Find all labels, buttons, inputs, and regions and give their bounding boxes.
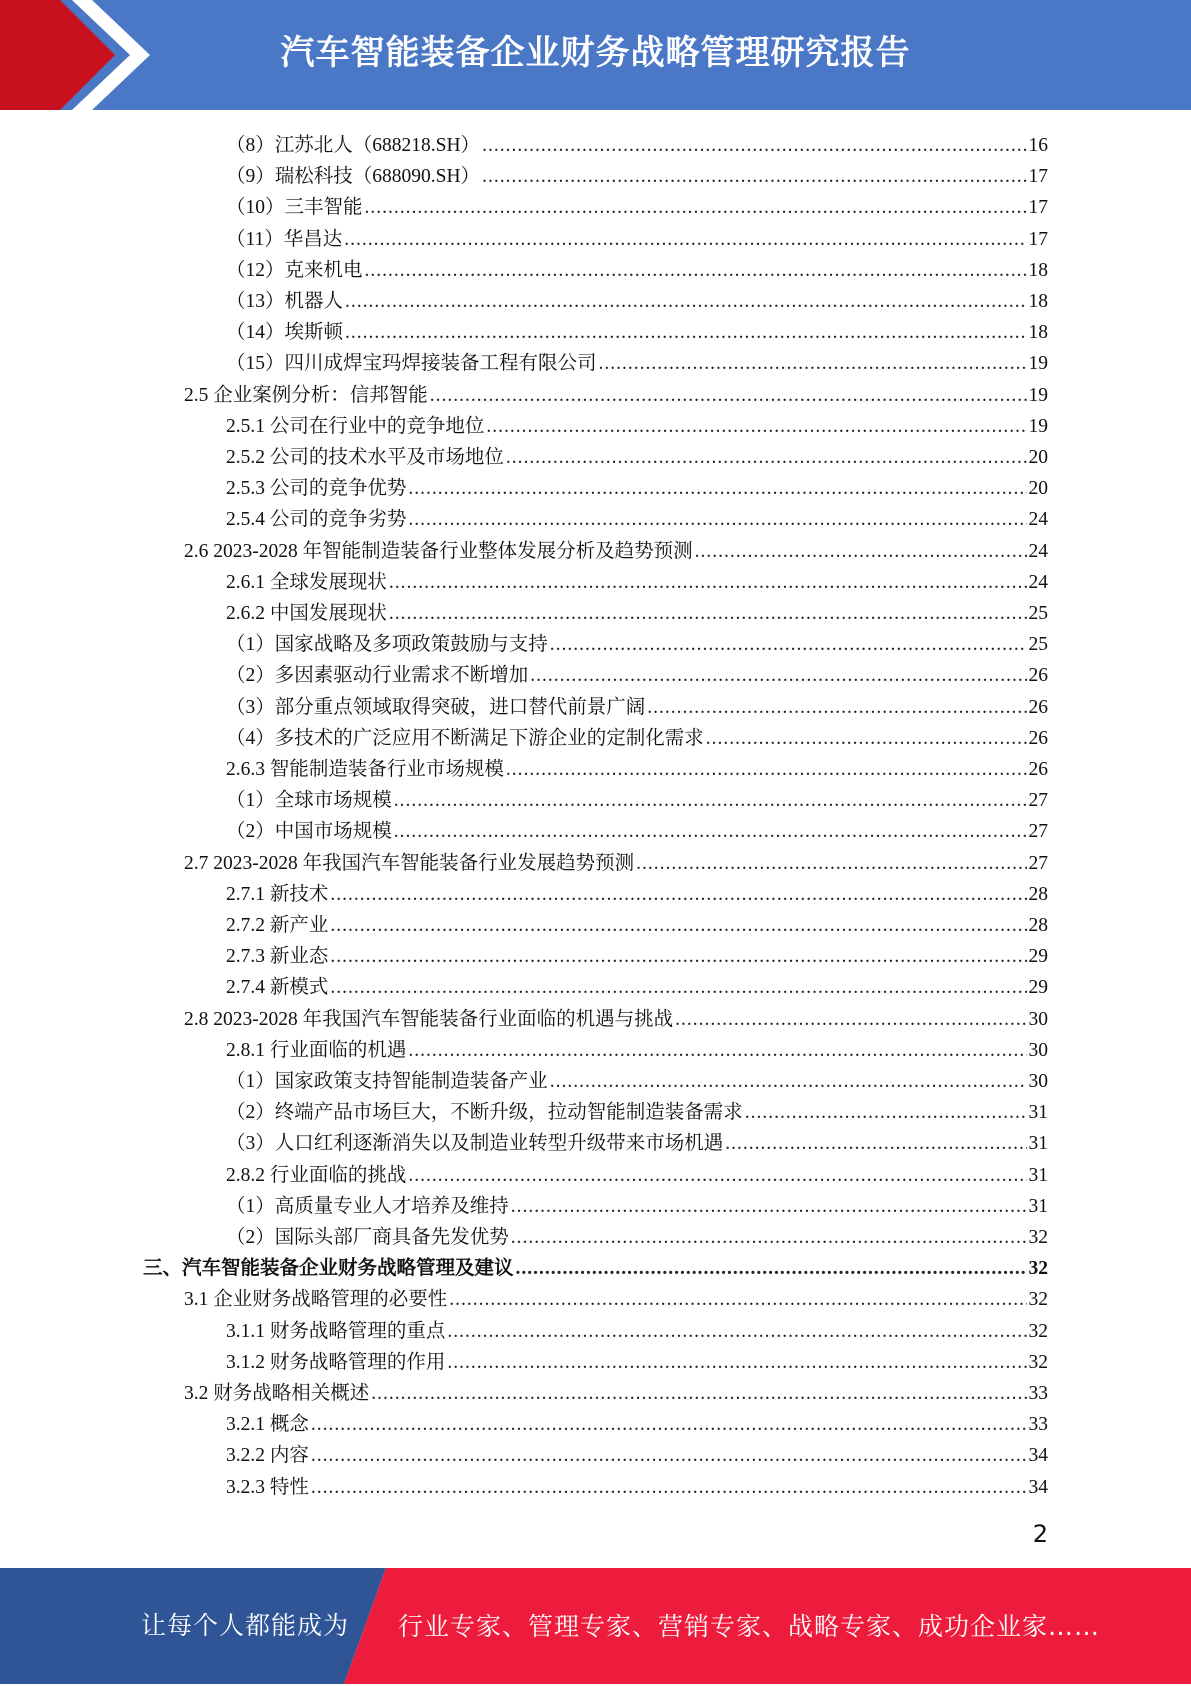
toc-dot-leader bbox=[550, 633, 1027, 657]
toc-dot-leader bbox=[365, 196, 1027, 220]
toc-dot-leader bbox=[511, 1195, 1027, 1219]
toc-entry-page: 32 bbox=[1028, 1351, 1048, 1373]
toc-entry-page: 32 bbox=[1028, 1227, 1048, 1248]
toc-entry[interactable] bbox=[143, 1250, 1048, 1281]
report-title: 汽车智能装备企业财务战略管理研究报告 bbox=[280, 33, 911, 73]
page-footer bbox=[0, 1568, 1191, 1684]
toc-entry-page: 26 bbox=[1028, 696, 1048, 718]
toc-entry[interactable] bbox=[226, 782, 1048, 813]
toc-entry-label: （1）国家战略及多项政策鼓励与支持 bbox=[226, 634, 548, 656]
toc-dot-leader bbox=[706, 727, 1027, 751]
toc-dot-leader bbox=[408, 1039, 1026, 1063]
toc-entry[interactable] bbox=[226, 439, 1048, 470]
toc-entry-label: （12）克来机电 bbox=[226, 259, 363, 281]
toc-entry-page: 29 bbox=[1028, 946, 1048, 968]
toc-entry-page: 32 bbox=[1028, 1320, 1048, 1342]
toc-entry[interactable] bbox=[226, 1344, 1048, 1375]
toc-entry-label: 3.2.1 概念 bbox=[226, 1414, 309, 1436]
toc-entry-page: 30 bbox=[1028, 1008, 1048, 1030]
toc-dot-leader bbox=[506, 446, 1027, 470]
toc-dot-leader bbox=[511, 1226, 1027, 1250]
toc-dot-leader bbox=[745, 1101, 1027, 1125]
toc-entry[interactable] bbox=[184, 533, 1048, 564]
toc-entry-label: 2.7.2 新产业 bbox=[226, 915, 329, 936]
toc-dot-leader bbox=[675, 1008, 1026, 1032]
toc-entry-label: （4）多技术的广泛应用不断满足下游企业的定制化需求 bbox=[226, 727, 704, 749]
toc-entry[interactable] bbox=[226, 1094, 1048, 1125]
toc-entry-page: 26 bbox=[1028, 759, 1048, 780]
toc-entry[interactable] bbox=[226, 314, 1048, 345]
toc-entry-page: 30 bbox=[1028, 1039, 1048, 1061]
toc-entry[interactable] bbox=[226, 876, 1048, 907]
toc-entry[interactable] bbox=[184, 1001, 1048, 1032]
toc-entry[interactable] bbox=[226, 501, 1048, 532]
toc-entry[interactable] bbox=[184, 377, 1048, 408]
toc-entry-label: （8）江苏北人（688218.SH） bbox=[226, 135, 481, 156]
toc-entry[interactable] bbox=[226, 626, 1048, 657]
toc-entry-label: （11）华昌达 bbox=[226, 228, 343, 250]
toc-entry-page: 20 bbox=[1028, 447, 1048, 468]
toc-entry[interactable] bbox=[226, 1219, 1048, 1250]
toc-dot-leader bbox=[365, 259, 1027, 283]
toc-entry-page: 33 bbox=[1028, 1414, 1048, 1436]
toc-entry[interactable] bbox=[226, 595, 1048, 626]
toc-entry[interactable] bbox=[226, 1188, 1048, 1219]
toc-dot-leader bbox=[345, 321, 1026, 345]
toc-dot-leader bbox=[447, 1351, 1026, 1375]
toc-dot-leader bbox=[636, 852, 1026, 876]
toc-entry-label: 2.5.1 公司在行业中的竞争地位 bbox=[226, 415, 485, 437]
toc-entry-page: 27 bbox=[1028, 790, 1048, 812]
toc-entry-page: 33 bbox=[1028, 1383, 1048, 1404]
toc-entry-label: （2）国际头部厂商具备先发优势 bbox=[226, 1227, 509, 1248]
toc-dot-leader bbox=[430, 384, 1027, 408]
toc-entry-page: 18 bbox=[1028, 322, 1048, 344]
toc-entry[interactable] bbox=[226, 189, 1048, 220]
toc-entry-label: 2.5.3 公司的竞争优势 bbox=[226, 478, 407, 500]
toc-entry-page: 31 bbox=[1028, 1164, 1048, 1186]
toc-entry-label: 2.7.1 新技术 bbox=[226, 883, 329, 905]
toc-dot-leader bbox=[506, 758, 1027, 782]
toc-dot-leader bbox=[408, 508, 1026, 532]
toc-entry[interactable] bbox=[226, 1157, 1048, 1188]
toc-entry-label: 2.6.3 智能制造装备行业市场规模 bbox=[226, 759, 504, 780]
toc-entry-page: 28 bbox=[1028, 883, 1048, 905]
toc-dot-leader bbox=[447, 1320, 1026, 1344]
toc-entry-page: 20 bbox=[1028, 478, 1048, 500]
toc-entry[interactable] bbox=[226, 751, 1048, 782]
toc-entry[interactable] bbox=[226, 221, 1048, 252]
toc-entry-page: 29 bbox=[1028, 977, 1048, 999]
toc-entry[interactable] bbox=[226, 1125, 1048, 1156]
toc-entry-label: 3.1.2 财务战略管理的作用 bbox=[226, 1351, 446, 1373]
toc-entry-label: （14）埃斯顿 bbox=[226, 322, 344, 344]
toc-entry-page: 17 bbox=[1028, 197, 1048, 219]
toc-dot-leader bbox=[482, 134, 1026, 158]
toc-entry-page: 32 bbox=[1028, 1289, 1048, 1311]
toc-dot-leader bbox=[647, 696, 1026, 720]
toc-entry-page: 31 bbox=[1028, 1102, 1048, 1124]
toc-entry-label: （2）终端产品市场巨大，不断升级，拉动智能制造装备需求 bbox=[226, 1102, 743, 1124]
toc-entry-label: （2）多因素驱动行业需求不断增加 bbox=[226, 665, 529, 687]
toc-dot-leader bbox=[344, 228, 1026, 252]
toc-dot-leader bbox=[330, 883, 1026, 907]
toc-entry[interactable] bbox=[226, 907, 1048, 938]
toc-dot-leader bbox=[330, 945, 1026, 969]
toc-dot-leader bbox=[530, 664, 1026, 688]
toc-entry[interactable] bbox=[226, 938, 1048, 969]
toc-entry[interactable] bbox=[226, 1437, 1048, 1468]
toc-entry[interactable] bbox=[184, 1375, 1048, 1406]
toc-dot-leader bbox=[371, 1382, 1026, 1406]
toc-dot-leader bbox=[311, 1413, 1027, 1437]
toc-entry-page: 26 bbox=[1028, 665, 1048, 687]
toc-entry-label: 2.7.3 新业态 bbox=[226, 946, 329, 968]
page-number: 2 bbox=[1032, 1520, 1048, 1548]
toc-entry-label: （1）国家政策支持智能制造装备产业 bbox=[226, 1071, 548, 1092]
toc-entry-page: 32 bbox=[1028, 1258, 1048, 1280]
page-header bbox=[0, 0, 1191, 110]
toc-entry-label: （3）部分重点领域取得突破，进口替代前景广阔 bbox=[226, 696, 646, 718]
toc-entry[interactable] bbox=[226, 470, 1048, 501]
toc-entry-label: 2.6.2 中国发展现状 bbox=[226, 603, 387, 624]
toc-entry-label: 3.1.1 财务战略管理的重点 bbox=[226, 1320, 446, 1342]
toc-entry-label: 2.5.2 公司的技术水平及市场地位 bbox=[226, 447, 504, 468]
toc-dot-leader bbox=[345, 290, 1026, 314]
toc-entry[interactable] bbox=[226, 408, 1048, 439]
toc-dot-leader bbox=[311, 1476, 1027, 1500]
toc-entry-label: 2.8.2 行业面临的挑战 bbox=[226, 1164, 407, 1186]
toc-entry-page: 24 bbox=[1028, 571, 1048, 593]
toc-entry-page: 24 bbox=[1028, 540, 1048, 562]
toc-dot-leader bbox=[695, 540, 1027, 564]
toc-entry-label: （15）四川成焊宝玛焊接装备工程有限公司 bbox=[226, 353, 597, 375]
toc-entry-label: 3.2.2 内容 bbox=[226, 1445, 309, 1467]
toc-entry-label: 3.2.3 特性 bbox=[226, 1476, 309, 1498]
toc-entry-page: 25 bbox=[1028, 634, 1048, 656]
toc-entry-page: 28 bbox=[1028, 915, 1048, 936]
toc-entry[interactable] bbox=[226, 1032, 1048, 1063]
toc-entry-page: 25 bbox=[1028, 603, 1048, 624]
toc-dot-leader bbox=[394, 820, 1027, 844]
toc-entry[interactable] bbox=[226, 657, 1048, 688]
toc-entry-label: 2.7.4 新模式 bbox=[226, 977, 329, 999]
toc-dot-leader bbox=[311, 1444, 1027, 1468]
toc-dot-leader bbox=[330, 976, 1026, 1000]
toc-entry[interactable] bbox=[226, 252, 1048, 283]
toc-entry-page: 17 bbox=[1028, 166, 1048, 188]
toc-entry-page: 19 bbox=[1028, 415, 1048, 437]
toc-entry-page: 18 bbox=[1028, 291, 1048, 312]
toc-entry-page: 27 bbox=[1028, 852, 1048, 874]
toc-entry-page: 18 bbox=[1028, 259, 1048, 281]
toc-entry[interactable] bbox=[184, 1281, 1048, 1312]
toc-dot-leader bbox=[330, 914, 1026, 938]
toc-entry-label: （3）人口红利逐渐消失以及制造业转型升级带来市场机遇 bbox=[226, 1133, 724, 1155]
toc-entry-page: 24 bbox=[1028, 509, 1048, 531]
toc-entry-page: 30 bbox=[1028, 1071, 1048, 1092]
toc-entry-label: 2.8 2023-2028 年我国汽车智能装备行业面临的机遇与挑战 bbox=[184, 1008, 674, 1030]
toc-entry-label: （9）瑞松科技（688090.SH） bbox=[226, 166, 481, 188]
toc-entry-label: （10）三丰智能 bbox=[226, 197, 363, 219]
toc-entry[interactable] bbox=[226, 1406, 1048, 1437]
toc-entry-label: 2.8.1 行业面临的机遇 bbox=[226, 1039, 407, 1061]
toc-entry-page: 27 bbox=[1028, 821, 1048, 843]
toc-entry[interactable] bbox=[226, 1063, 1048, 1094]
toc-dot-leader bbox=[599, 352, 1027, 376]
toc-entry[interactable] bbox=[226, 564, 1048, 595]
toc-entry-label: 三、汽车智能装备企业财务战略管理及建议 bbox=[143, 1258, 514, 1280]
toc-entry-page: 34 bbox=[1028, 1445, 1048, 1467]
toc-dot-leader bbox=[550, 1070, 1027, 1094]
toc-dot-leader bbox=[449, 1288, 1026, 1312]
toc-entry-page: 34 bbox=[1028, 1476, 1048, 1498]
toc-entry-page: 31 bbox=[1028, 1195, 1048, 1217]
toc-dot-leader bbox=[389, 571, 1027, 595]
toc-entry[interactable] bbox=[226, 1469, 1048, 1500]
toc-dot-leader bbox=[394, 789, 1027, 813]
toc-entry-page: 19 bbox=[1028, 353, 1048, 375]
toc-entry[interactable] bbox=[184, 845, 1048, 876]
footer-slogan-right: 行业专家、管理专家、营销专家、战略专家、成功企业家…… bbox=[398, 1612, 1101, 1641]
toc-dot-leader bbox=[389, 602, 1027, 626]
toc-entry-label: （2）中国市场规模 bbox=[226, 821, 392, 843]
footer-slogan-left: 让每个人都能成为 bbox=[141, 1611, 350, 1640]
toc-entry-page: 31 bbox=[1028, 1133, 1048, 1155]
toc-entry[interactable] bbox=[226, 283, 1048, 314]
toc-entry-label: （1）全球市场规模 bbox=[226, 790, 392, 812]
toc-entry-label: 2.7 2023-2028 年我国汽车智能装备行业发展趋势预测 bbox=[184, 852, 635, 874]
toc-entry[interactable] bbox=[226, 158, 1048, 189]
toc-entry-label: （13）机器人 bbox=[226, 291, 344, 312]
toc-entry-page: 19 bbox=[1028, 384, 1048, 406]
toc-entry[interactable] bbox=[226, 720, 1048, 751]
toc-entry-label: 2.5.4 公司的竞争劣势 bbox=[226, 509, 407, 531]
toc-dot-leader bbox=[725, 1132, 1026, 1156]
toc-entry-label: （1）高质量专业人才培养及维持 bbox=[226, 1195, 509, 1217]
toc-entry[interactable] bbox=[226, 345, 1048, 376]
toc-entry-label: 2.6 2023-2028 年智能制造装备行业整体发展分析及趋势预测 bbox=[184, 540, 693, 562]
toc-entry[interactable] bbox=[226, 127, 1048, 158]
toc-entry-label: 3.1 企业财务战略管理的必要性 bbox=[184, 1289, 448, 1311]
toc-entry-label: 2.5 企业案例分析：信邦智能 bbox=[184, 384, 428, 406]
toc-dot-leader bbox=[482, 165, 1026, 189]
toc-entry-label: 3.2 财务战略相关概述 bbox=[184, 1383, 370, 1404]
toc-entry[interactable] bbox=[226, 689, 1048, 720]
toc-entry[interactable] bbox=[226, 1313, 1048, 1344]
toc-entry-label: 2.6.1 全球发展现状 bbox=[226, 571, 387, 593]
toc-dot-leader bbox=[516, 1257, 1027, 1281]
toc-entry[interactable] bbox=[226, 969, 1048, 1000]
toc-entry[interactable] bbox=[226, 813, 1048, 844]
toc-dot-leader bbox=[486, 415, 1026, 439]
toc-entry-page: 16 bbox=[1028, 135, 1048, 156]
toc-dot-leader bbox=[408, 1164, 1026, 1188]
toc-entry-page: 17 bbox=[1028, 228, 1048, 250]
toc-entry-page: 26 bbox=[1028, 727, 1048, 749]
toc-dot-leader bbox=[408, 477, 1026, 501]
